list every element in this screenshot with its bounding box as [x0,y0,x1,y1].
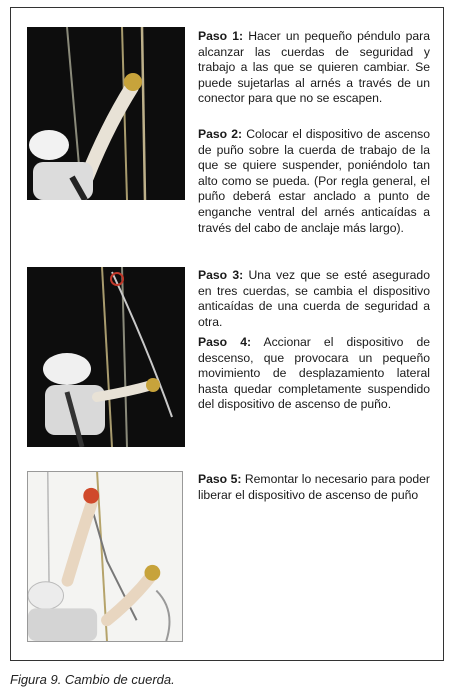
step-5-text: Paso 5: Remontar lo necesario para poder liberar el dispositivo de ascenso de puño [198,472,430,502]
step-3-text: Paso 3: Una vez que se esté asegurado en tres cuerdas, se cambia el dispositivo anticaídas de una cuerda de seguridad a otra. [198,268,430,329]
photo-step-3-4 [27,267,185,447]
step-2-text: Paso 2: Colocar el dispositivo de ascenso de puño sobre la cuerda de trabajo de la que se quiere suspender, poniéndolo tan alto como se pueda. (Por regla general, el puño deberá estar anclado a punto de enganche ventral del arnés anticaídas a través del cabo de anclaje más largo). [198,127,431,235]
figure-caption: Figura 9. Cambio de cuerda. [10,672,175,687]
photo-step-5 [27,471,183,642]
photo-step-1 [27,27,185,200]
step-1-text: Paso 1: Hacer un pequeño péndulo para alcanzar las cuerdas de seguridad y trabajo a las que se quieren cambiar. Se puede sujetarlas al arnés a través de un conector para que no se escapen. [198,29,430,106]
step-4-text: Paso 4: Accionar el dispositivo de descenso, que provocara un pequeño movimiento de desplazamiento lateral hasta quedar completamente suspendido del dispositivo de ascenso de puño. [198,335,431,412]
